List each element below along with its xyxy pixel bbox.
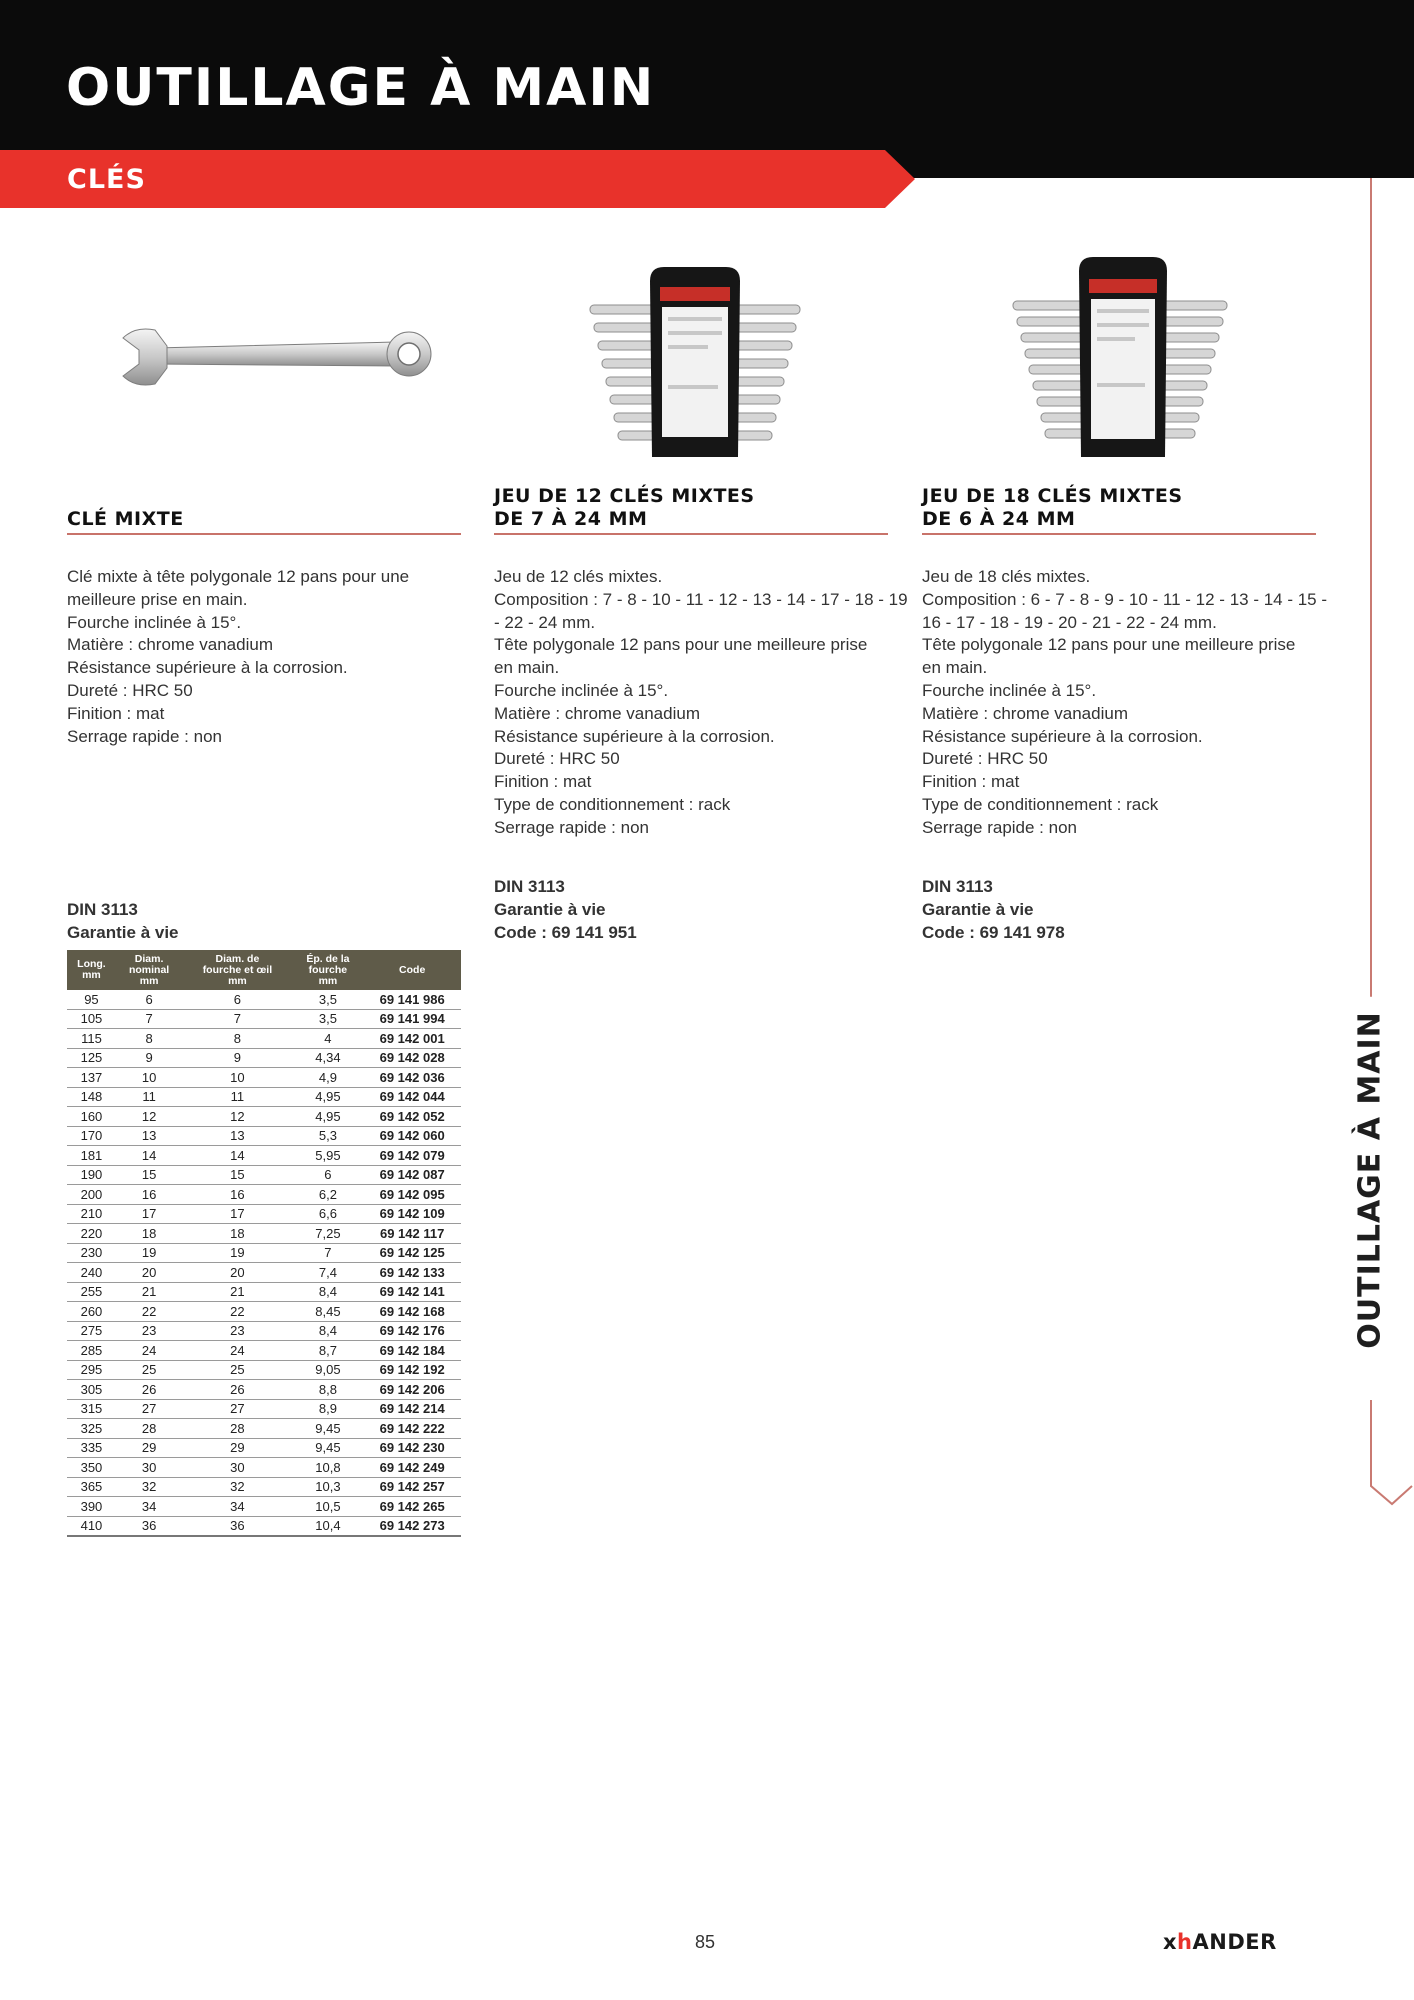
spec-table-wrapper (67, 950, 461, 1537)
table-cell: 9,05 (293, 1360, 364, 1380)
column-header-line: Diam. (134, 952, 164, 965)
code-cell: 69 142 087 (363, 1165, 461, 1185)
description-line: en main. (494, 658, 560, 678)
description-line: Serrage rapide : non (494, 817, 649, 837)
description-line: Fourche inclinée à 15°. (494, 680, 669, 700)
table-cell: 305 (67, 1380, 116, 1400)
title-rule (67, 533, 461, 535)
table-cell: 4,34 (293, 1048, 364, 1068)
column-header-line: Long. (77, 958, 106, 970)
table-cell: 8,4 (293, 1321, 364, 1341)
description-line: Fourche inclinée à 15°. (922, 680, 1097, 700)
table-cell: 200 (67, 1185, 116, 1205)
table-row (67, 1497, 461, 1517)
table-row (67, 1204, 461, 1224)
table-cell: 32 (116, 1477, 182, 1497)
table-cell: 36 (182, 1516, 292, 1536)
column-header-line: fourche et œil (202, 963, 273, 976)
table-row (67, 1360, 461, 1380)
product-meta (67, 898, 461, 944)
code-cell: 69 142 141 (363, 1282, 461, 1302)
column-header (182, 950, 292, 990)
table-cell: 8,7 (293, 1341, 364, 1361)
table-cell: 21 (182, 1282, 292, 1302)
table-cell: 16 (116, 1185, 182, 1205)
description-line: Type de conditionnement : rack (494, 794, 731, 814)
table-cell: 148 (67, 1087, 116, 1107)
code-cell: 69 142 222 (363, 1419, 461, 1439)
table-cell: 6 (182, 990, 292, 1009)
table-cell: 18 (116, 1224, 182, 1244)
table-cell: 14 (116, 1146, 182, 1166)
code-cell: 69 142 249 (363, 1458, 461, 1478)
table-cell: 390 (67, 1497, 116, 1517)
table-row (67, 1165, 461, 1185)
table-row (67, 1282, 461, 1302)
table-cell: 10,5 (293, 1497, 364, 1517)
table-cell: 24 (182, 1341, 292, 1361)
table-cell: 295 (67, 1360, 116, 1380)
description-line: meilleure prise en main. (67, 589, 248, 609)
column-header-line: Ép. de la (306, 952, 350, 965)
code-cell: 69 141 986 (363, 990, 461, 1009)
table-cell: 6,6 (293, 1204, 364, 1224)
description-line: - 22 - 24 mm. (494, 612, 596, 632)
code-cell: 69 142 044 (363, 1087, 461, 1107)
table-row (67, 1009, 461, 1029)
table-cell: 365 (67, 1477, 116, 1497)
code-cell: 69 142 036 (363, 1068, 461, 1088)
table-cell: 27 (116, 1399, 182, 1419)
table-cell: 315 (67, 1399, 116, 1419)
column-header-line: mm (318, 974, 338, 987)
table-row (67, 1321, 461, 1341)
table-cell: 10,3 (293, 1477, 364, 1497)
table-row (67, 1263, 461, 1283)
description-line: Résistance supérieure à la corrosion. (922, 726, 1203, 746)
brand-accent: h (1177, 1930, 1193, 1954)
table-row (67, 1477, 461, 1497)
table-cell: 17 (116, 1204, 182, 1224)
code-cell: 69 142 192 (363, 1360, 461, 1380)
table-cell: 5,3 (293, 1126, 364, 1146)
side-tab-label: OUTILLAGE À MAIN (1353, 997, 1388, 1363)
table-cell: 21 (116, 1282, 182, 1302)
description-line: Serrage rapide : non (67, 726, 222, 746)
product-title-line: DE 6 À 24 MM (922, 508, 1076, 530)
description-line: Tête polygonale 12 pans pour une meilleure prise (922, 635, 1296, 655)
column-header-line: mm (228, 974, 247, 987)
table-cell: 8 (182, 1029, 292, 1049)
table-cell: 325 (67, 1419, 116, 1439)
table-cell: 160 (67, 1107, 116, 1127)
page-title: OUTILLAGE À MAIN (66, 58, 656, 118)
side-divider-top (1370, 178, 1372, 1023)
code-cell: 69 141 994 (363, 1009, 461, 1029)
table-cell: 10,4 (293, 1516, 364, 1536)
table-cell: 13 (116, 1126, 182, 1146)
table-header-row (67, 950, 461, 990)
table-cell: 3,5 (293, 990, 364, 1009)
table-cell: 10 (182, 1068, 292, 1088)
table-cell: 19 (182, 1243, 292, 1263)
table-cell: 36 (116, 1516, 182, 1536)
table-cell: 10,8 (293, 1458, 364, 1478)
table-cell: 23 (182, 1321, 292, 1341)
norm-label: DIN 3113 (67, 900, 138, 919)
table-cell: 29 (116, 1438, 182, 1458)
code-cell: 69 142 176 (363, 1321, 461, 1341)
table-cell: 8,4 (293, 1282, 364, 1302)
description-line: Jeu de 18 clés mixtes. (922, 567, 1091, 586)
description-line: Composition : 7 - 8 - 10 - 11 - 12 - 13 - 14 - 17 - 18 - 19 (494, 589, 908, 609)
norm-label: DIN 3113 (922, 877, 993, 896)
table-cell: 30 (182, 1458, 292, 1478)
code-cell: 69 142 273 (363, 1516, 461, 1536)
table-row (67, 1243, 461, 1263)
description-line: Clé mixte à tête polygonale 12 pans pour une (67, 567, 410, 586)
table-cell: 350 (67, 1458, 116, 1478)
table-row (67, 1302, 461, 1322)
table-cell: 7 (293, 1243, 364, 1263)
table-cell: 4,95 (293, 1107, 364, 1127)
table-cell: 6 (293, 1165, 364, 1185)
column-header (293, 950, 364, 990)
table-cell: 20 (116, 1263, 182, 1283)
code-cell: 69 142 028 (363, 1048, 461, 1068)
table-cell: 410 (67, 1516, 116, 1536)
table-row (67, 1048, 461, 1068)
description-line: Résistance supérieure à la corrosion. (67, 658, 348, 678)
table-cell: 240 (67, 1263, 116, 1283)
code-cell: 69 142 079 (363, 1146, 461, 1166)
table-cell: 190 (67, 1165, 116, 1185)
column-header-line: Diam. de (215, 952, 260, 965)
table-cell: 27 (182, 1399, 292, 1419)
description-line: Finition : mat (494, 772, 592, 792)
table-row (67, 1380, 461, 1400)
table-cell: 28 (182, 1419, 292, 1439)
table-row (67, 1438, 461, 1458)
description-line: Matière : chrome vanadium (67, 635, 273, 655)
table-cell: 28 (116, 1419, 182, 1439)
product-code: Code : 69 141 978 (922, 923, 1065, 942)
table-cell: 260 (67, 1302, 116, 1322)
description-line: Finition : mat (922, 772, 1020, 792)
column-header-line: mm (139, 974, 159, 987)
norm-label: DIN 3113 (494, 877, 565, 896)
wrench-set-18-image (995, 255, 1245, 460)
description-line: 16 - 17 - 18 - 19 - 20 - 21 - 22 - 24 mm. (922, 612, 1217, 632)
table-cell: 9,45 (293, 1438, 364, 1458)
table-row (67, 1399, 461, 1419)
table-cell: 34 (182, 1497, 292, 1517)
column-header (67, 950, 116, 990)
table-row (67, 1224, 461, 1244)
table-cell: 4 (293, 1029, 364, 1049)
product-code: Code : 69 141 951 (494, 923, 637, 942)
description-line: Résistance supérieure à la corrosion. (494, 726, 775, 746)
table-cell: 3,5 (293, 1009, 364, 1029)
table-cell: 15 (182, 1165, 292, 1185)
table-cell: 32 (182, 1477, 292, 1497)
description-line: Dureté : HRC 50 (67, 680, 193, 700)
warranty-label: Garantie à vie (922, 900, 1034, 919)
table-row (67, 1341, 461, 1361)
column-header-line: fourche (308, 963, 348, 976)
table-cell: 137 (67, 1068, 116, 1088)
code-cell: 69 142 052 (363, 1107, 461, 1127)
table-row (67, 1126, 461, 1146)
table-cell: 7 (182, 1009, 292, 1029)
table-cell: 7,25 (293, 1224, 364, 1244)
table-cell: 8,8 (293, 1380, 364, 1400)
section-title: CLÉS (67, 164, 146, 195)
code-cell: 69 142 214 (363, 1399, 461, 1419)
product-title-line: CLÉ MIXTE (67, 508, 184, 530)
table-cell: 7 (116, 1009, 182, 1029)
product-title (67, 508, 461, 531)
code-cell: 69 142 095 (363, 1185, 461, 1205)
table-cell: 230 (67, 1243, 116, 1263)
brand-logo (1163, 1930, 1277, 1954)
table-cell: 16 (182, 1185, 292, 1205)
table-cell: 105 (67, 1009, 116, 1029)
table-cell: 6 (116, 990, 182, 1009)
table-cell: 22 (116, 1302, 182, 1322)
product-title (922, 485, 1316, 531)
table-cell: 22 (182, 1302, 292, 1322)
table-cell: 11 (182, 1087, 292, 1107)
table-cell: 24 (116, 1341, 182, 1361)
description-line: Tête polygonale 12 pans pour une meilleure prise (494, 635, 868, 655)
description-line: Dureté : HRC 50 (494, 749, 620, 769)
table-row (67, 1146, 461, 1166)
code-cell: 69 142 230 (363, 1438, 461, 1458)
table-cell: 19 (116, 1243, 182, 1263)
table-cell: 210 (67, 1204, 116, 1224)
table-cell: 20 (182, 1263, 292, 1283)
description-line: Fourche inclinée à 15°. (67, 612, 242, 632)
table-cell: 25 (182, 1360, 292, 1380)
table-row (67, 1107, 461, 1127)
product-title-line: DE 7 À 24 MM (494, 508, 648, 530)
table-cell: 8 (116, 1029, 182, 1049)
table-cell: 30 (116, 1458, 182, 1478)
code-cell: 69 142 001 (363, 1029, 461, 1049)
product-title (494, 485, 888, 531)
product-meta (494, 875, 888, 944)
title-rule (922, 533, 1316, 535)
table-row (67, 1068, 461, 1088)
table-row (67, 1029, 461, 1049)
table-cell: 125 (67, 1048, 116, 1068)
table-row (67, 1087, 461, 1107)
column-header (363, 950, 461, 990)
product-description (494, 566, 908, 840)
product-title-line: JEU DE 18 CLÉS MIXTES (922, 485, 1183, 507)
table-cell: 9 (182, 1048, 292, 1068)
code-cell: 69 142 117 (363, 1224, 461, 1244)
brand-prefix: x (1163, 1930, 1178, 1954)
product-meta (922, 875, 1316, 944)
table-cell: 15 (116, 1165, 182, 1185)
code-cell: 69 142 184 (363, 1341, 461, 1361)
code-cell: 69 142 265 (363, 1497, 461, 1517)
product-description (67, 566, 467, 748)
warranty-label: Garantie à vie (494, 900, 606, 919)
warranty-label: Garantie à vie (67, 923, 179, 942)
table-cell: 95 (67, 990, 116, 1009)
table-cell: 12 (116, 1107, 182, 1127)
product-description (922, 566, 1328, 840)
table-cell: 115 (67, 1029, 116, 1049)
column-header-line: Code (399, 963, 426, 976)
brand-suffix: ANDER (1192, 1930, 1277, 1954)
product-title-line: JEU DE 12 CLÉS MIXTES (494, 485, 755, 507)
table-cell: 18 (182, 1224, 292, 1244)
table-cell: 23 (116, 1321, 182, 1341)
table-cell: 29 (182, 1438, 292, 1458)
title-rule (494, 533, 888, 535)
wrench-set-12-image (570, 265, 820, 460)
table-cell: 255 (67, 1282, 116, 1302)
description-line: Type de conditionnement : rack (922, 794, 1159, 814)
table-cell: 220 (67, 1224, 116, 1244)
code-cell: 69 142 060 (363, 1126, 461, 1146)
code-cell: 69 142 257 (363, 1477, 461, 1497)
table-cell: 10 (116, 1068, 182, 1088)
column-header-line: mm (82, 969, 101, 981)
column-header (116, 950, 182, 990)
table-cell: 4,9 (293, 1068, 364, 1088)
table-cell: 9 (116, 1048, 182, 1068)
table-row (67, 1419, 461, 1439)
code-cell: 69 142 133 (363, 1263, 461, 1283)
side-chevron-icon (1368, 1468, 1414, 1524)
table-row (67, 990, 461, 1009)
code-cell: 69 142 125 (363, 1243, 461, 1263)
description-line: Jeu de 12 clés mixtes. (494, 567, 663, 586)
description-line: Matière : chrome vanadium (922, 703, 1128, 723)
page-number: 85 (695, 1932, 716, 1952)
table-cell: 14 (182, 1146, 292, 1166)
table-cell: 12 (182, 1107, 292, 1127)
table-body (67, 990, 461, 1536)
description-line: Composition : 6 - 7 - 8 - 9 - 10 - 11 - 12 - 13 - 14 - 15 - (922, 589, 1328, 609)
table-cell: 25 (116, 1360, 182, 1380)
table-row (67, 1458, 461, 1478)
side-divider-bottom (1370, 1400, 1372, 1470)
table-cell: 170 (67, 1126, 116, 1146)
table-cell: 181 (67, 1146, 116, 1166)
table-cell: 6,2 (293, 1185, 364, 1205)
table-row (67, 1516, 461, 1536)
table-cell: 7,4 (293, 1263, 364, 1283)
code-cell: 69 142 109 (363, 1204, 461, 1224)
table-cell: 34 (116, 1497, 182, 1517)
table-cell: 9,45 (293, 1419, 364, 1439)
description-line: Serrage rapide : non (922, 817, 1077, 837)
combination-wrench-image (115, 318, 445, 398)
table-cell: 285 (67, 1341, 116, 1361)
table-cell: 17 (182, 1204, 292, 1224)
table-cell: 335 (67, 1438, 116, 1458)
column-header-line: nominal (128, 963, 170, 976)
table-cell: 26 (182, 1380, 292, 1400)
table-cell: 13 (182, 1126, 292, 1146)
table-cell: 26 (116, 1380, 182, 1400)
description-line: Finition : mat (67, 703, 165, 723)
table-cell: 275 (67, 1321, 116, 1341)
code-cell: 69 142 206 (363, 1380, 461, 1400)
table-row (67, 1185, 461, 1205)
table-cell: 8,9 (293, 1399, 364, 1419)
code-cell: 69 142 168 (363, 1302, 461, 1322)
table-cell: 4,95 (293, 1087, 364, 1107)
table-cell: 8,45 (293, 1302, 364, 1322)
description-line: Matière : chrome vanadium (494, 703, 700, 723)
description-line: en main. (922, 658, 988, 678)
spec-table (67, 950, 461, 1537)
table-cell: 11 (116, 1087, 182, 1107)
table-cell: 5,95 (293, 1146, 364, 1166)
description-line: Dureté : HRC 50 (922, 749, 1048, 769)
